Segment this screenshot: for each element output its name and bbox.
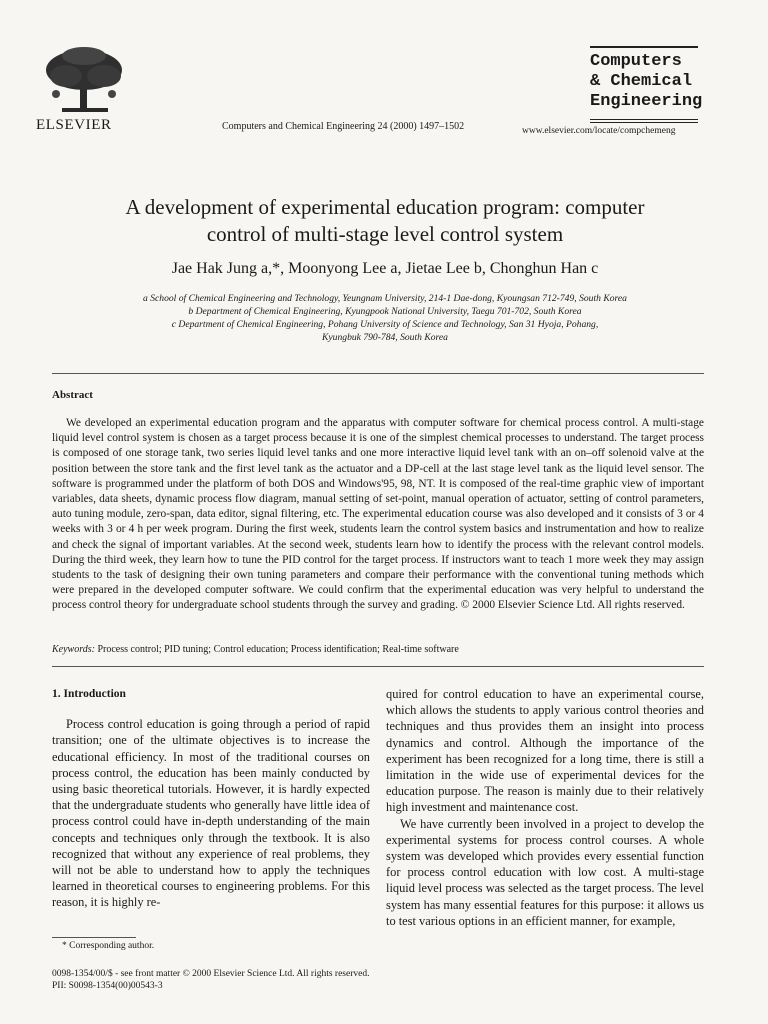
abstract-heading: Abstract xyxy=(52,389,93,401)
masthead-rule xyxy=(590,122,698,123)
body-paragraph: We have currently been involved in a project to develop the experimental systems for process control courses. A whole system was developed which provides every essential function for process control education with low cost. A multi-stage liquid level process was selected as the target process. The level system has many essential features for this purpose: it allows us to test various options in an efficient manner, for example, xyxy=(386,816,704,928)
imprint-line: PII: S0098-1354(00)00543-3 xyxy=(52,981,163,991)
title-line: A development of experimental education program: computer xyxy=(125,195,645,219)
affiliation: b Department of Chemical Engineering, Kyungpook National University, Taegu 701-702, South Korea xyxy=(188,306,582,317)
journal-title-line: & Chemical xyxy=(590,72,693,91)
masthead-rule xyxy=(590,119,698,120)
right-column xyxy=(386,686,704,929)
abstract-text: We developed an experimental education program and the apparatus with computer software for chemical process control. A multi-stage liquid level control system is chosen as a target process because it is one of the simplest chemical processes to understand. The target process is composed of one storage tank, two series liquid level tanks and one more interactive liquid level tank with an on–off solenoid valve at the position between the store tank and the first level tank as the actuator and a DP-cell at the last stage level tank as the liquid level sensor. The software is programmed under the platform of both DOS and Windows'95, 98, NT. It is composed of the real-time graphic view of important variables, data sheets, dynamic process flow diagram, manual setting of set-point, manual operation of actuator, setting of control parameters, auto tuning module, zero-span, data editor, signal filtering, etc. The experimental education course was also developed and it consists of 3 or 4 weeks with 3 or 4 h per week program. During the first week, students learn the control system basics and instrumentation and how to realize and check the signal of important variables. At the second week, students learn how to identify the process with the relevant control models. During the third week, they learn how to tune the PID control for the target process. If instructors want to teach 1 more week they may assign students to the task of designing their own tuning parameters and compare their performance with the conventional tuning methods which were prepared in the developed computer software. We could confirm that the experimental education was very helpful to understand the process control theory for undergraduate school students through the survey and grading. © 2000 Elsevier Science Ltd. All rights reserved. xyxy=(52,417,704,612)
body-paragraph: quired for control education to have an experimental course, which allows the students to apply various control theories and techniques and thus provides them an insight into process dynamics and control. Although the importance of the experiment has been recognized for a long time, there is still a limitation in the wide use of experimental devices for the education purpose. The reason is mainly due to their relatively high investment and maintenance cost. xyxy=(386,687,704,815)
article-title xyxy=(40,194,730,248)
journal-url[interactable]: www.elsevier.com/locate/compchemeng xyxy=(522,126,676,136)
left-column xyxy=(52,686,370,911)
keywords-label: Keywords: xyxy=(52,644,95,655)
journal-title-line: Engineering xyxy=(590,92,703,111)
affiliation: Kyungbuk 790-784, South Korea xyxy=(322,332,448,343)
imprint xyxy=(52,968,369,992)
footnote-rule xyxy=(52,937,136,938)
imprint-line: 0098-1354/00/$ - see front matter © 2000 Elsevier Science Ltd. All rights reserved. xyxy=(52,969,370,979)
author-list: Jae Hak Jung a,*, Moonyong Lee a, Jietae Lee b, Chonghun Han c xyxy=(171,260,599,277)
journal-masthead xyxy=(590,46,703,112)
title-line: control of multi-stage level control system xyxy=(206,222,564,246)
journal-title-line: Computers xyxy=(590,52,682,71)
body-paragraph: Process control education is going through a period of rapid transition; one of the ultimate objectives is to increase the educational efficiency. In most of the traditional courses on process control, the education has been mainly conducted by using basic theoretical tutorials. However, it is hardly expected that the undergraduate students who generally have little idea of process control could have in-depth understanding of the main concepts and techniques only through the textbook. It is also recognized that without any experience of real problems, they will not be able to understand how to apply the techniques learned in theoretical courses to engineering problems. For this reason, it is highly re- xyxy=(52,717,370,910)
section-heading: 1. Introduction xyxy=(52,688,126,700)
abstract-bottom-rule xyxy=(52,666,704,667)
keywords xyxy=(52,644,704,655)
affiliation: a School of Chemical Engineering and Technology, Yeungnam University, 214-1 Dae-dong, Kyoungsan 712-749, South Korea xyxy=(143,293,627,304)
affiliation: c Department of Chemical Engineering, Pohang University of Science and Technology, San 31 Hyoja, Pohang, xyxy=(171,319,599,330)
publisher-name: ELSEVIER xyxy=(36,117,112,133)
footnote: * Corresponding author. xyxy=(62,941,155,951)
abstract-top-rule xyxy=(52,373,704,374)
elsevier-tree-logo xyxy=(42,46,126,114)
journal-citation: Computers and Chemical Engineering 24 (2000) 1497–1502 xyxy=(222,121,465,132)
affiliations xyxy=(70,292,700,344)
keywords-list: Process control; PID tuning; Control education; Process identification; Real-time software xyxy=(94,644,459,655)
